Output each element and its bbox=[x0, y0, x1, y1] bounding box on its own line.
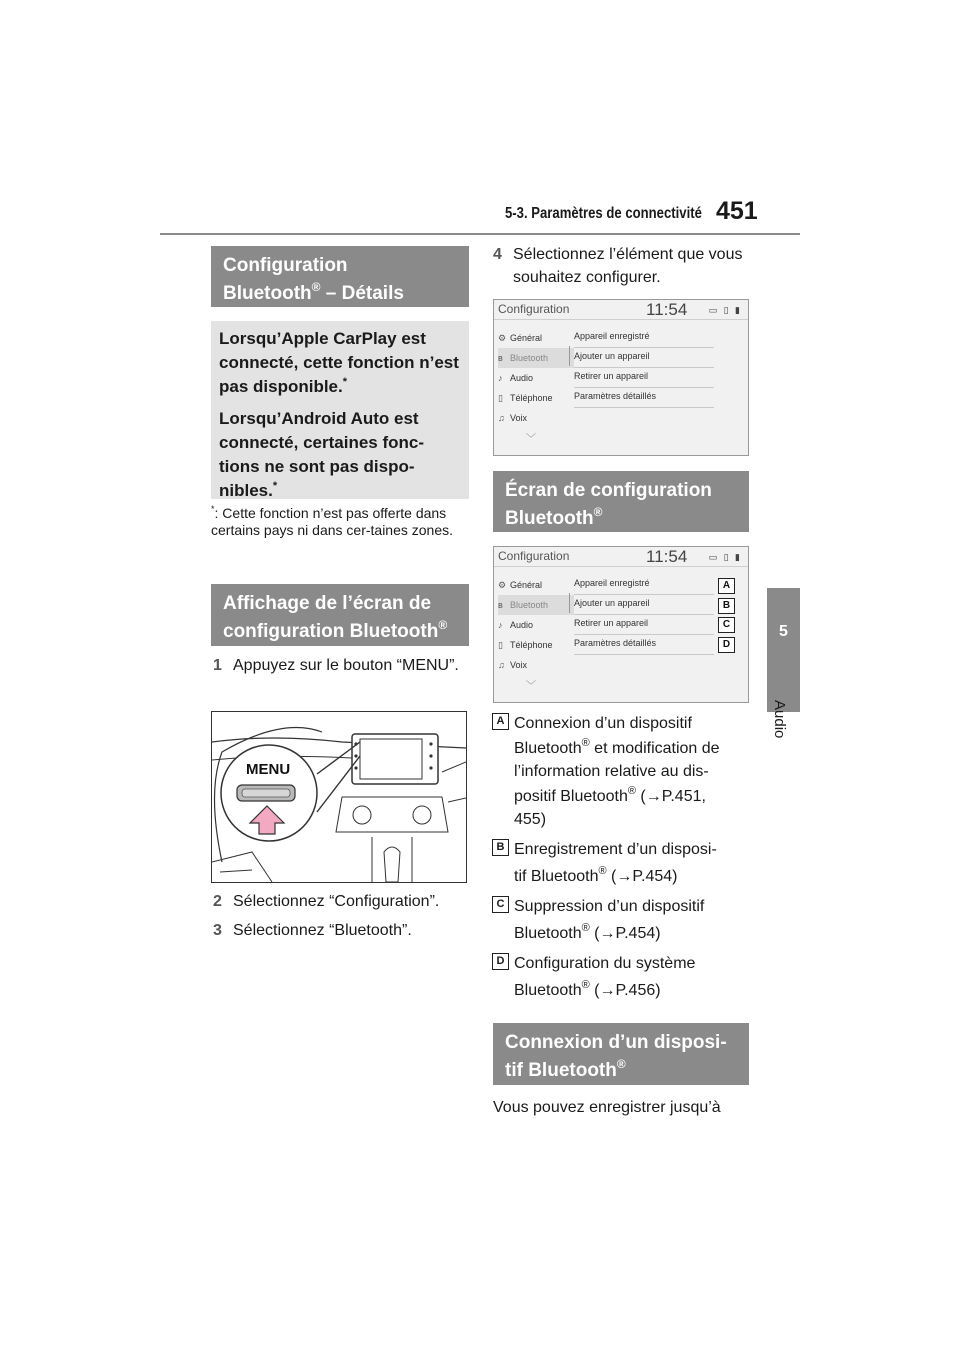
menu-item-general[interactable] bbox=[498, 328, 568, 348]
menu-item-voice[interactable] bbox=[498, 655, 568, 675]
description-line: l’information relative au dis- bbox=[514, 763, 709, 780]
music-note-icon: ♪ bbox=[498, 373, 503, 383]
config-screen-2 bbox=[493, 546, 749, 703]
selection-divider bbox=[569, 593, 570, 613]
description-b bbox=[514, 838, 754, 888]
step-4 bbox=[493, 243, 749, 289]
settings-menu bbox=[498, 575, 568, 692]
body-text: Vous pouvez enregistrer jusqu’à bbox=[493, 1099, 721, 1116]
status-icons: ▭ ▯ ▮ bbox=[708, 552, 742, 562]
menu-item-label: Téléphone bbox=[510, 640, 553, 650]
step-number: 1 bbox=[213, 657, 222, 674]
title-text: configuration Bluetooth bbox=[223, 621, 439, 642]
title-text: Bluetooth bbox=[505, 508, 594, 529]
registered-mark: ® bbox=[593, 505, 603, 519]
title-text: tif Bluetooth bbox=[505, 1060, 617, 1081]
callout-c: C bbox=[718, 617, 735, 633]
page-number: 451 bbox=[716, 197, 758, 225]
config-screen-1 bbox=[493, 299, 749, 456]
section-title-line bbox=[505, 1057, 737, 1085]
dashboard-drawing bbox=[212, 712, 466, 882]
page-reference[interactable]: (→P.451, bbox=[635, 788, 706, 805]
screen-title: Configuration bbox=[498, 549, 570, 563]
menu-item-voice[interactable] bbox=[498, 408, 568, 428]
section-title-line: Connexion d’un disposi- bbox=[505, 1032, 727, 1053]
chevron-down-icon[interactable]: ﹀ bbox=[526, 434, 536, 445]
section-title-bluetooth-details bbox=[211, 246, 469, 307]
description-line: Connexion d’un dispositif bbox=[514, 715, 692, 732]
menu-item-bluetooth[interactable] bbox=[498, 348, 574, 368]
menu-item-label: Audio bbox=[510, 620, 534, 630]
tag-b: B bbox=[492, 839, 509, 856]
description-c bbox=[514, 895, 754, 945]
menu-item-bluetooth[interactable] bbox=[498, 595, 574, 615]
section-title-config-screen bbox=[493, 471, 749, 532]
chapter-tab bbox=[767, 588, 800, 712]
callout-a: A bbox=[718, 578, 735, 594]
page-reference[interactable]: (→P.456) bbox=[589, 982, 661, 999]
voice-icon: ♫ bbox=[498, 413, 505, 423]
step-2 bbox=[213, 890, 469, 913]
registered-mark: ® bbox=[581, 979, 590, 991]
menu-item-label: Général bbox=[510, 580, 543, 590]
chapter-label: Audio bbox=[771, 700, 788, 739]
step-number: 4 bbox=[493, 246, 502, 263]
option-remove-device[interactable]: Retirer un appareil bbox=[574, 368, 714, 388]
menu-item-label: Voix bbox=[510, 660, 528, 670]
footnote bbox=[211, 505, 473, 539]
note-text: Lorsqu’Android Auto est connecté, certaines fonc-tions ne sont pas dispo-nibles. bbox=[219, 409, 425, 500]
menu-item-label: Bluetooth bbox=[510, 353, 549, 363]
description-line bbox=[514, 922, 754, 945]
header-rule bbox=[160, 233, 800, 235]
description-line: 455) bbox=[514, 811, 547, 828]
page-reference[interactable]: (→P.454) bbox=[589, 925, 661, 942]
step-text: Sélectionnez “Configuration”. bbox=[233, 893, 440, 910]
description-text: positif Bluetooth bbox=[514, 788, 628, 805]
section-title-line bbox=[505, 505, 737, 533]
title-divider bbox=[494, 319, 748, 320]
option-remove-device[interactable]: Retirer un appareil bbox=[574, 615, 714, 635]
description-text: tif Bluetooth bbox=[514, 868, 599, 885]
description-text: Bluetooth bbox=[514, 982, 582, 999]
description-line: Configuration du système bbox=[514, 955, 696, 972]
section-title-line bbox=[223, 618, 457, 646]
music-note-icon: ♪ bbox=[498, 620, 503, 630]
screen-title: Configuration bbox=[498, 302, 570, 316]
tag-c: C bbox=[492, 896, 509, 913]
note-text: Lorsqu’Apple CarPlay est connecté, cette fonction n’est pas disponible. bbox=[219, 329, 459, 396]
option-add-device[interactable]: Ajouter un appareil bbox=[574, 595, 714, 615]
menu-item-label: Général bbox=[510, 333, 543, 343]
callout-d: D bbox=[718, 637, 735, 653]
registered-mark: ® bbox=[581, 737, 590, 749]
menu-item-general[interactable] bbox=[498, 575, 568, 595]
chevron-down-icon[interactable]: ﹀ bbox=[526, 681, 536, 692]
description-a bbox=[514, 712, 754, 831]
description-line bbox=[514, 865, 754, 888]
step-number: 3 bbox=[213, 922, 222, 939]
description-line: Enregistrement d’un disposi- bbox=[514, 841, 717, 858]
section-title-connect-device bbox=[493, 1023, 749, 1085]
running-header: 5-3. Paramètres de connectivité bbox=[505, 205, 702, 222]
registered-mark: ® bbox=[598, 865, 607, 877]
gear-icon: ⚙ bbox=[498, 579, 507, 590]
bluetooth-icon: ʙ bbox=[498, 353, 503, 363]
section-title-line: Écran de configuration bbox=[505, 480, 712, 501]
step-number: 2 bbox=[213, 893, 222, 910]
registered-mark: ® bbox=[311, 280, 321, 294]
page-reference[interactable]: (→P.454) bbox=[606, 868, 678, 885]
section-title-display-screen bbox=[211, 584, 469, 646]
tag-a: A bbox=[492, 713, 509, 730]
menu-item-label: Audio bbox=[510, 373, 534, 383]
section-title-line: Configuration bbox=[223, 255, 348, 276]
option-detailed-settings[interactable]: Paramètres détaillés bbox=[574, 388, 714, 408]
phone-icon: ▯ bbox=[498, 639, 503, 650]
step-1 bbox=[213, 654, 469, 677]
description-line bbox=[514, 737, 754, 760]
callout-b: B bbox=[718, 598, 735, 614]
footnote-text: : Cette fonction n’est pas offerte dans certains pays ni dans cer-taines zones. bbox=[211, 505, 454, 538]
dashboard-illustration bbox=[211, 711, 467, 883]
tag-d: D bbox=[492, 953, 509, 970]
menu-item-phone[interactable] bbox=[498, 635, 568, 655]
title-text: Bluetooth bbox=[223, 283, 312, 304]
screen-clock: 11:54 bbox=[646, 300, 688, 319]
step-text: Appuyez sur le bouton “MENU”. bbox=[233, 657, 459, 674]
note-paragraph bbox=[219, 327, 461, 399]
menu-item-phone[interactable] bbox=[498, 388, 568, 408]
step-3 bbox=[213, 919, 469, 942]
title-text: – Détails bbox=[320, 283, 404, 304]
footnote-marker: * bbox=[211, 504, 215, 514]
screen-clock: 11:54 bbox=[646, 547, 688, 566]
settings-menu bbox=[498, 328, 568, 445]
phone-icon: ▯ bbox=[498, 392, 503, 403]
description-line bbox=[514, 785, 754, 808]
menu-button-label: MENU bbox=[246, 761, 291, 778]
section-title-line bbox=[223, 280, 457, 308]
registered-mark: ® bbox=[581, 922, 590, 934]
status-icons: ▭ ▯ ▮ bbox=[708, 305, 742, 315]
chapter-number: 5 bbox=[779, 623, 788, 640]
availability-note bbox=[211, 321, 469, 499]
title-divider bbox=[494, 566, 748, 567]
menu-item-label: Voix bbox=[510, 413, 528, 423]
bluetooth-options bbox=[574, 575, 714, 655]
description-d bbox=[514, 952, 754, 1002]
registered-mark: ® bbox=[627, 785, 636, 797]
step-text: Sélectionnez l’élément que vous souhaitez configurer. bbox=[513, 246, 743, 286]
option-registered-device[interactable]: Appareil enregistré bbox=[574, 575, 714, 595]
selection-divider bbox=[569, 346, 570, 366]
voice-icon: ♫ bbox=[498, 660, 505, 670]
bluetooth-icon: ʙ bbox=[498, 600, 503, 610]
description-line: Suppression d’un dispositif bbox=[514, 898, 705, 915]
option-detailed-settings[interactable]: Paramètres détaillés bbox=[574, 635, 714, 655]
step-text: Sélectionnez “Bluetooth”. bbox=[233, 922, 412, 939]
registered-mark: ® bbox=[616, 1057, 626, 1071]
bluetooth-options bbox=[574, 328, 714, 408]
description-text: Bluetooth bbox=[514, 740, 582, 757]
gear-icon: ⚙ bbox=[498, 332, 507, 343]
note-paragraph bbox=[219, 407, 461, 503]
option-registered-device[interactable]: Appareil enregistré bbox=[574, 328, 714, 348]
description-text: Bluetooth bbox=[514, 925, 582, 942]
menu-item-label: Téléphone bbox=[510, 393, 553, 403]
menu-item-label: Bluetooth bbox=[510, 600, 549, 610]
registered-mark: ® bbox=[438, 618, 448, 632]
footnote-marker: * bbox=[342, 376, 348, 388]
menu-item-audio[interactable] bbox=[498, 615, 568, 635]
section-title-line: Affichage de l’écran de bbox=[223, 593, 432, 614]
menu-item-audio[interactable] bbox=[498, 368, 568, 388]
footnote-marker: * bbox=[272, 480, 278, 492]
description-text: et modification de bbox=[589, 740, 720, 757]
option-add-device[interactable]: Ajouter un appareil bbox=[574, 348, 714, 368]
description-line bbox=[514, 979, 754, 1002]
